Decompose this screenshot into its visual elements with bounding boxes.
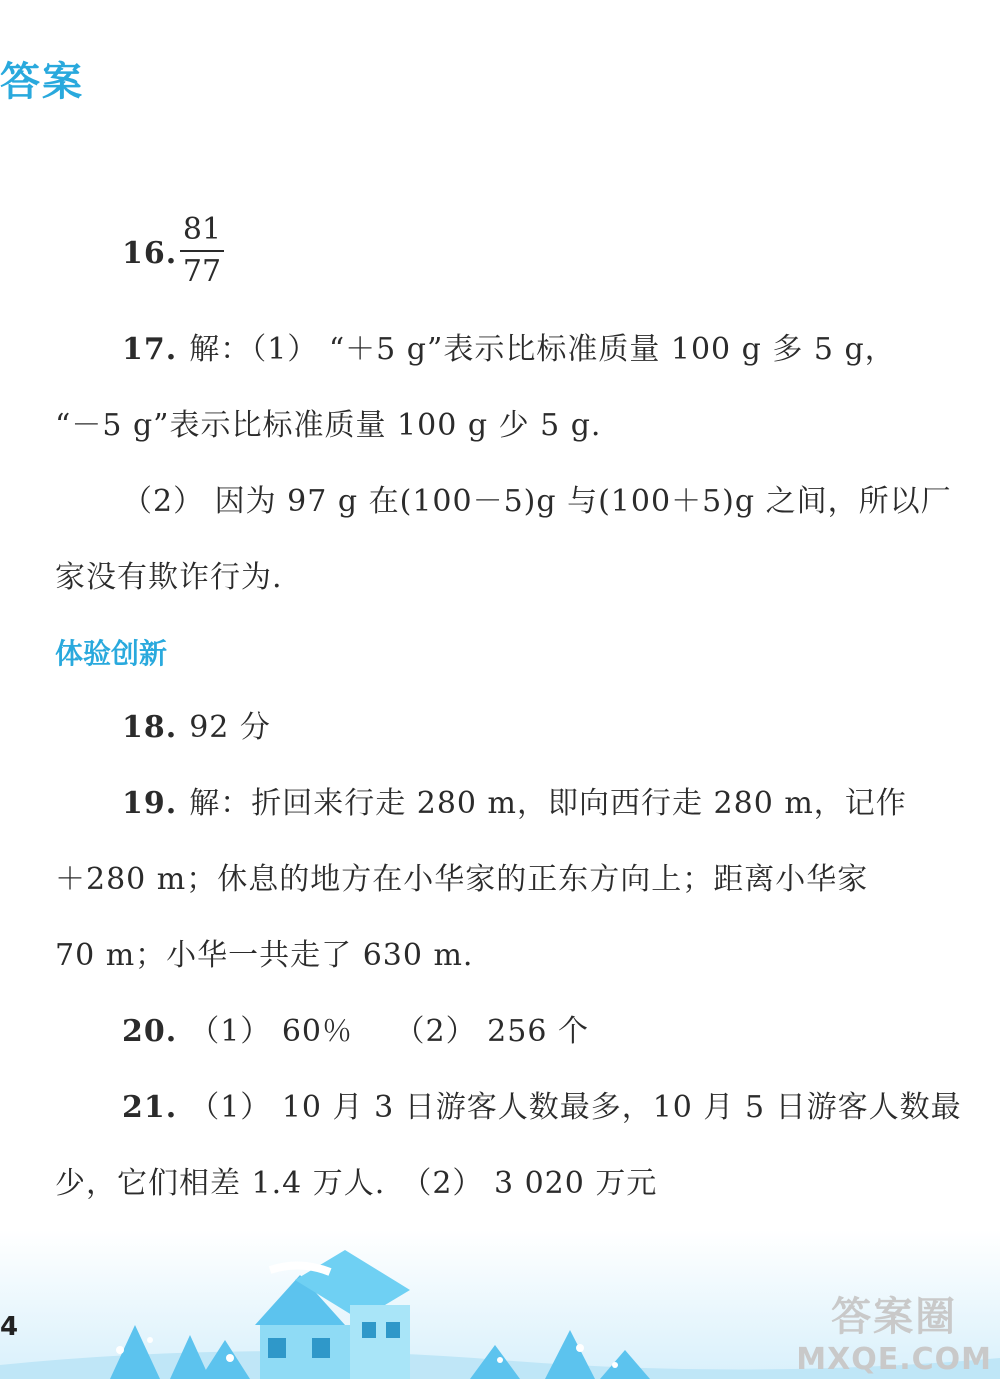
question-number: 20. xyxy=(122,1014,178,1049)
answer-text: （1） 60％ （2） 256 个 xyxy=(189,1014,589,1049)
answer-text: （1） 10 月 3 日游客人数最多，10 月 5 日游客人数最 xyxy=(189,1090,962,1125)
question-19-line-3: 70 m；小华一共走了 630 m. xyxy=(55,938,474,973)
fraction-denominator: 77 xyxy=(182,254,222,289)
question-number: 18. xyxy=(122,710,178,745)
question-number: 21. xyxy=(122,1090,178,1125)
question-18 xyxy=(122,708,271,748)
fraction-numerator: 81 xyxy=(182,212,222,247)
fraction-answer xyxy=(180,212,224,290)
answer-text: 92 分 xyxy=(189,710,271,745)
question-20 xyxy=(122,1012,589,1052)
watermark-logo-text: 答案圈 xyxy=(831,1294,958,1340)
question-17-line-2: “－5 g”表示比标准质量 100 g 少 5 g. xyxy=(55,408,602,443)
question-number: 17. xyxy=(122,332,178,367)
watermark-url: MXQE.COM xyxy=(796,1342,992,1377)
answer-text: 解：折回来行走 280 m，即向西行走 280 m，记作 xyxy=(189,786,907,821)
question-19-line-1 xyxy=(122,784,907,824)
question-number: 16. xyxy=(122,236,178,271)
question-17-line-1 xyxy=(122,330,896,370)
section-title: 体验创新 xyxy=(55,637,168,670)
answer-text: 解：（1） “＋5 g”表示比标准质量 100 g 多 5 g， xyxy=(189,332,896,367)
page-header-title: 答案 xyxy=(0,59,84,105)
question-19-line-2: ＋280 m；休息的地方在小华家的正东方向上；距离小华家 xyxy=(55,862,869,897)
question-21-line-2: 少，它们相差 1.4 万人. （2） 3 020 万元 xyxy=(55,1166,658,1201)
site-watermark xyxy=(796,1285,992,1377)
question-21-line-1 xyxy=(122,1088,962,1128)
fraction-bar xyxy=(180,250,224,252)
question-17-line-4: 家没有欺诈行为. xyxy=(55,560,283,595)
question-17-line-3: （2） 因为 97 g 在(100－5)g 与(100＋5)g 之间，所以厂 xyxy=(122,484,952,519)
question-number: 19. xyxy=(122,786,178,821)
page-number: 4 xyxy=(0,1312,19,1342)
